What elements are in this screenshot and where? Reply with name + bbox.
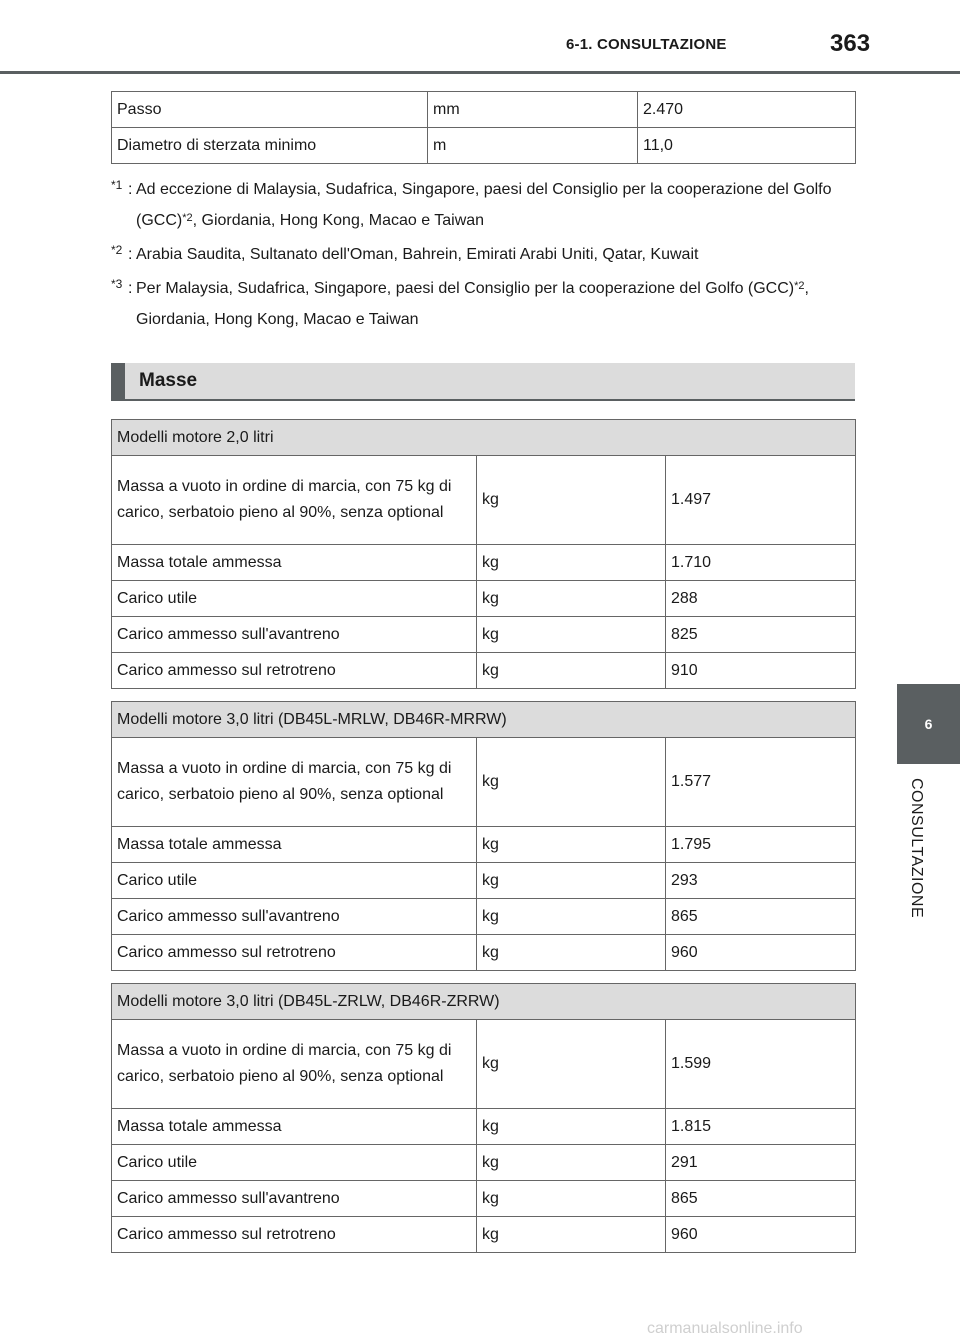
footnote-ref: *2	[794, 280, 805, 292]
table-row	[112, 827, 856, 863]
mass-table	[111, 701, 856, 971]
row-label: Massa a vuoto in ordine di marcia, con 75 kg di carico, serbatoio pieno al 90%, senza optional	[112, 456, 477, 545]
footnote-text-end: , Giordania, Hong Kong, Macao e Taiwan	[136, 280, 809, 328]
row-value: 11,0	[638, 128, 856, 164]
row-unit: kg	[477, 935, 666, 971]
footnotes	[111, 174, 855, 335]
footnote-mark: *2	[111, 243, 123, 257]
row-label: Massa totale ammessa	[112, 545, 477, 581]
row-unit: kg	[477, 1109, 666, 1145]
row-value: 2.470	[638, 92, 856, 128]
row-unit: kg	[477, 1020, 666, 1109]
table-row	[112, 1217, 856, 1253]
row-value: 288	[666, 581, 856, 617]
row-value: 1.710	[666, 545, 856, 581]
dimensions-table	[111, 91, 856, 164]
table-row	[112, 92, 856, 128]
row-unit: kg	[477, 1145, 666, 1181]
row-label: Carico ammesso sul retrotreno	[112, 653, 477, 689]
table-row	[112, 456, 856, 545]
table-row	[112, 617, 856, 653]
row-label: Carico utile	[112, 1145, 477, 1181]
row-unit: kg	[477, 617, 666, 653]
footnote-mark: *3	[111, 277, 123, 291]
row-unit: kg	[477, 545, 666, 581]
chapter-number: 6	[924, 716, 933, 732]
row-value: 960	[666, 1217, 856, 1253]
row-label: Massa totale ammessa	[112, 827, 477, 863]
watermark: carmanualsonline.info	[647, 1320, 803, 1337]
table-row	[112, 1109, 856, 1145]
table-row	[112, 545, 856, 581]
row-label: Carico ammesso sull'avantreno	[112, 1181, 477, 1217]
row-label: Carico ammesso sull'avantreno	[112, 617, 477, 653]
row-unit: kg	[477, 653, 666, 689]
footnote: *3 : Per Malaysia, Sudafrica, Singapore, paesi del Consiglio per la cooperazione del Golfo (GCC)$^{*2}$, Giordania, Hong Kong, Macao e Taiwan	[111, 273, 855, 335]
table-row	[112, 1181, 856, 1217]
section-heading-bar	[111, 363, 855, 401]
row-label: Massa a vuoto in ordine di marcia, con 75 kg di carico, serbatoio pieno al 90%, senza optional	[112, 738, 477, 827]
row-unit: kg	[477, 1181, 666, 1217]
table-row	[112, 1020, 856, 1109]
row-label: Diametro di sterzata minimo	[112, 128, 428, 164]
section-title: Masse	[139, 370, 198, 391]
row-label: Carico ammesso sul retrotreno	[112, 935, 477, 971]
table-row	[112, 653, 856, 689]
footnote-text: Per Malaysia, Sudafrica, Singapore, paesi del Consiglio per la cooperazione del Golfo (GCC)	[136, 280, 795, 297]
table-row	[112, 581, 856, 617]
row-unit: mm	[428, 92, 638, 128]
row-unit: m	[428, 128, 638, 164]
row-value: 865	[666, 899, 856, 935]
row-value: 1.599	[666, 1020, 856, 1109]
row-value: 1.795	[666, 827, 856, 863]
row-value: 1.577	[666, 738, 856, 827]
mass-table-title: Modelli motore 2,0 litri	[112, 420, 856, 456]
row-unit: kg	[477, 738, 666, 827]
row-unit: kg	[477, 456, 666, 545]
mass-table	[111, 983, 856, 1253]
table-row	[112, 738, 856, 827]
mass-table-title: Modelli motore 3,0 litri (DB45L-ZRLW, DB46R-ZRRW)	[112, 984, 856, 1020]
row-label: Massa totale ammessa	[112, 1109, 477, 1145]
row-value: 1.497	[666, 456, 856, 545]
row-value: 291	[666, 1145, 856, 1181]
footnote-ref: *2	[182, 212, 193, 224]
row-label: Carico ammesso sul retrotreno	[112, 1217, 477, 1253]
table-row	[112, 128, 856, 164]
row-label: Carico utile	[112, 863, 477, 899]
footnote: *1 : Ad eccezione di Malaysia, Sudafrica, Singapore, paesi del Consiglio per la cooperazione del Golfo (GCC)$^{*2}$, Giordania, Hong Kong, Macao e Taiwan	[111, 174, 855, 236]
row-label: Massa a vuoto in ordine di marcia, con 75 kg di carico, serbatoio pieno al 90%, senza optional	[112, 1020, 477, 1109]
page-number: 363	[830, 30, 871, 57]
row-unit: kg	[477, 827, 666, 863]
table-row	[112, 1145, 856, 1181]
row-value: 865	[666, 1181, 856, 1217]
footnote-text-end: , Giordania, Hong Kong, Macao e Taiwan	[192, 212, 485, 229]
row-label: Carico ammesso sull'avantreno	[112, 899, 477, 935]
row-label: Carico utile	[112, 581, 477, 617]
header-divider	[0, 71, 960, 74]
table-row	[112, 935, 856, 971]
row-unit: kg	[477, 899, 666, 935]
row-unit: kg	[477, 581, 666, 617]
footnote: *2 : Arabia Saudita, Sultanato dell'Oman, Bahrein, Emirati Arabi Uniti, Qatar, Kuwait	[111, 239, 855, 270]
row-value: 910	[666, 653, 856, 689]
footnote-text: Arabia Saudita, Sultanato dell'Oman, Bahrein, Emirati Arabi Uniti, Qatar, Kuwait	[136, 246, 699, 263]
row-value: 293	[666, 863, 856, 899]
chapter-tab[interactable]	[897, 684, 960, 764]
table-row	[112, 863, 856, 899]
mass-table-title: Modelli motore 3,0 litri (DB45L-MRLW, DB46R-MRRW)	[112, 702, 856, 738]
section-header: 6-1. CONSULTAZIONE	[566, 36, 727, 53]
row-unit: kg	[477, 863, 666, 899]
row-value: 1.815	[666, 1109, 856, 1145]
footnote-text: Ad eccezione di Malaysia, Sudafrica, Singapore, paesi del Consiglio per la cooperazione del Golfo (GCC)	[136, 181, 832, 229]
row-label: Passo	[112, 92, 428, 128]
row-value: 960	[666, 935, 856, 971]
row-unit: kg	[477, 1217, 666, 1253]
chapter-label: CONSULTAZIONE	[908, 778, 925, 919]
mass-table	[111, 419, 856, 689]
table-row	[112, 899, 856, 935]
row-value: 825	[666, 617, 856, 653]
footnote-mark: *1	[111, 178, 123, 192]
